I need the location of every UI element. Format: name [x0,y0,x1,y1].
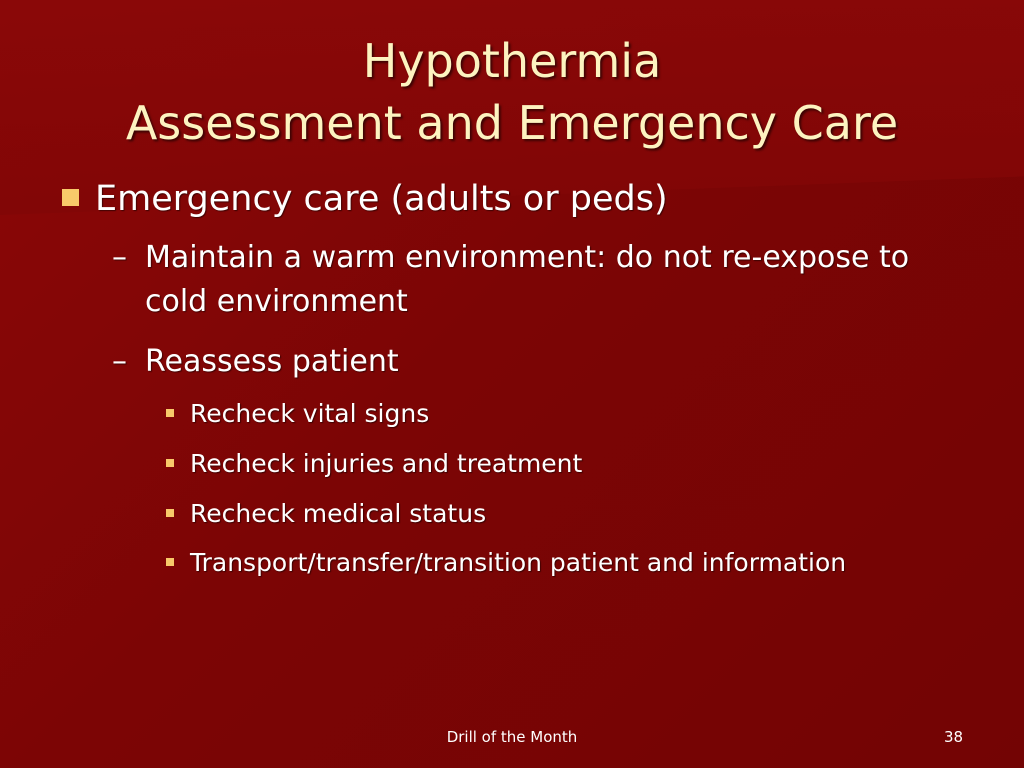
dash-bullet-icon: – [112,240,127,275]
bullet-level1-text: Emergency care (adults or peds) [95,179,668,219]
bullet-level3-item [166,394,866,434]
small-square-bullet-icon [166,409,174,417]
small-square-bullet-icon [166,558,174,566]
bullet-level3-text: Recheck injuries and treatment [190,449,583,478]
bullet-level3-text: Transport/transfer/transition patient and information [190,548,847,577]
bullet-level2-text: Maintain a warm environment: do not re-expose to cold environment [145,240,910,319]
bullet-level3-text: Recheck medical status [190,499,487,528]
square-bullet-icon [62,189,79,206]
title-line-2: Assessment and Emergency Care [125,96,899,150]
small-square-bullet-icon [166,509,174,517]
bullet-level2-item [112,236,912,324]
small-square-bullet-icon [166,459,174,467]
bullet-level3-text: Recheck vital signs [190,399,430,428]
bullet-level2-item [112,340,912,384]
bullet-level3-item [166,444,866,484]
bullet-level1-item [62,176,668,222]
bullet-level2-text: Reassess patient [145,344,399,379]
bullet-level3-item [166,543,866,583]
title-line-1: Hypothermia [362,34,662,88]
footer-text: Drill of the Month [446,728,578,746]
bullet-level3-item [166,494,866,534]
slide-number: 38 [944,728,964,746]
dash-bullet-icon: – [112,344,127,379]
